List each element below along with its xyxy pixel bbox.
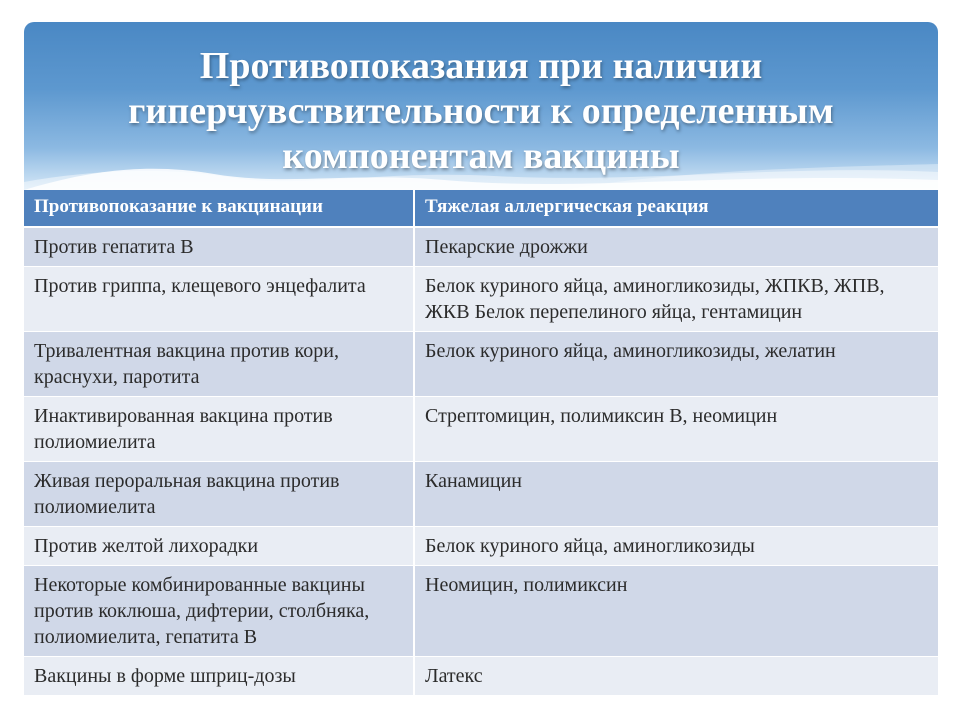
table-row [24,332,938,397]
table-row [24,657,938,696]
cell-contraindication: Вакцины в форме шприц-дозы [24,657,414,696]
cell-contraindication: Против гепатита В [24,227,414,267]
cell-allergic-reaction: Канамицин [414,462,938,527]
cell-allergic-reaction: Латекс [414,657,938,696]
cell-contraindication: Живая пероральная вакцина против полиомиелита [24,462,414,527]
table-row [24,527,938,566]
contraindications-table [24,190,938,696]
cell-allergic-reaction: Стрептомицин, полимиксин В, неомицин [414,397,938,462]
cell-allergic-reaction: Белок куриного яйца, аминогликозиды, желатин [414,332,938,397]
table-row [24,227,938,267]
cell-allergic-reaction: Белок куриного яйца, аминогликозиды, ЖПКВ, ЖПВ, ЖКВ Белок перепелиного яйца, гентамицин [414,267,938,332]
column-header-contraindication: Противопоказание к вакцинации [24,190,414,227]
title-banner [24,22,938,190]
table-row [24,566,938,657]
slide-title: Противопоказания при наличии гиперчувствительности к определенным компонентам вакцины [128,45,834,177]
table-row [24,397,938,462]
cell-contraindication: Против желтой лихорадки [24,527,414,566]
column-header-allergic-reaction: Тяжелая аллергическая реакция [414,190,938,227]
cell-allergic-reaction: Неомицин, полимиксин [414,566,938,657]
table-header-row [24,190,938,227]
cell-contraindication: Некоторые комбинированные вакцины против коклюша, дифтерии, столбняка, полиомиелита, гепатита В [24,566,414,657]
cell-allergic-reaction: Пекарские дрожжи [414,227,938,267]
cell-contraindication: Инактивированная вакцина против полиомиелита [24,397,414,462]
cell-contraindication: Против гриппа, клещевого энцефалита [24,267,414,332]
cell-allergic-reaction: Белок куриного яйца, аминогликозиды [414,527,938,566]
table-row [24,267,938,332]
table-row [24,462,938,527]
cell-contraindication: Тривалентная вакцина против кори, краснухи, паротита [24,332,414,397]
contraindications-table-wrapper [24,190,938,696]
